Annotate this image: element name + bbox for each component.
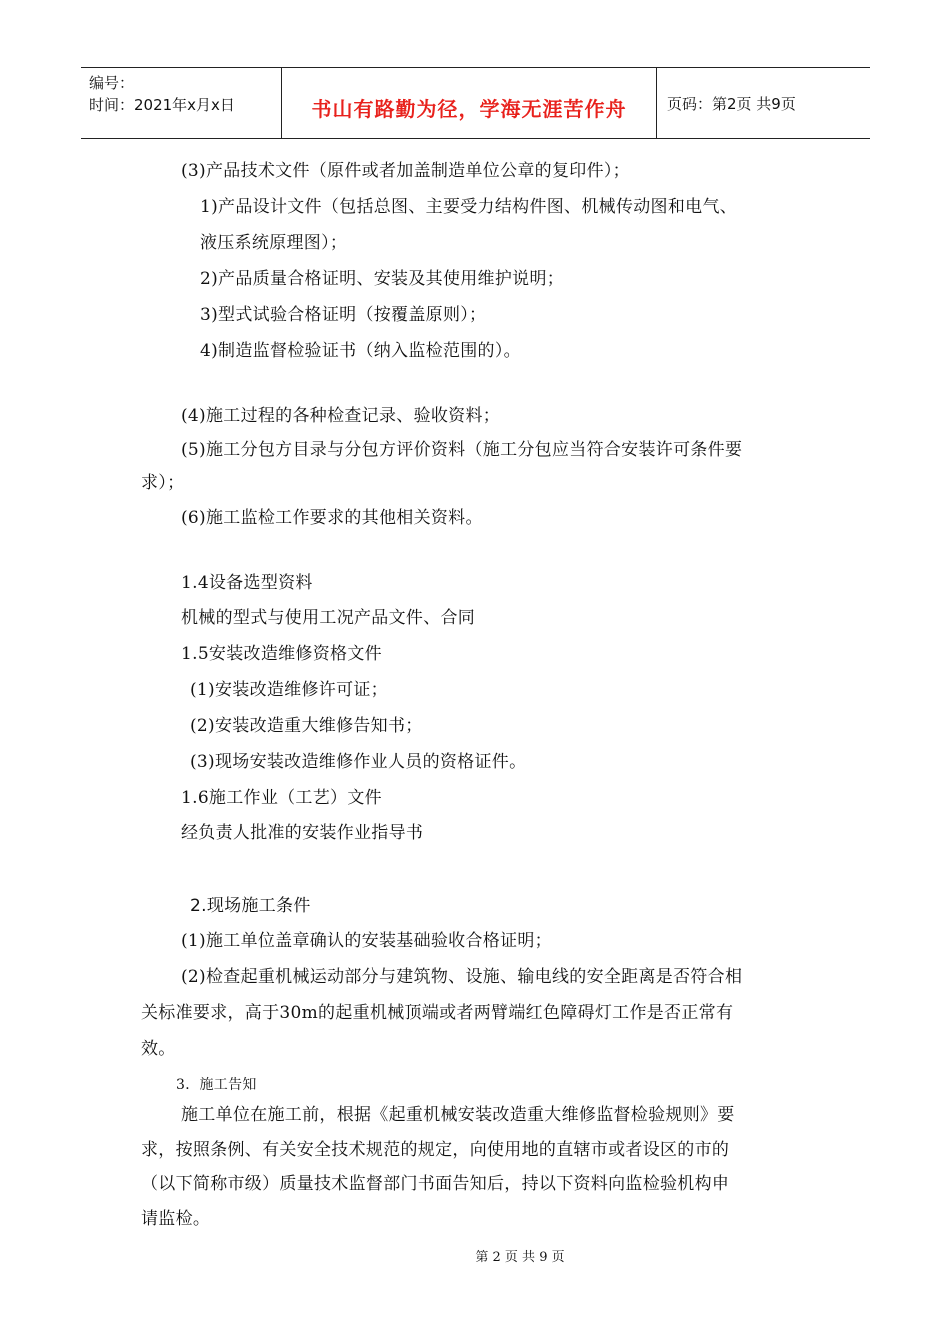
time-label: 时间：2021年x月x日 (89, 96, 235, 114)
paragraph-line: 请监检。 (141, 1209, 211, 1229)
section-heading: 1.5安装改造维修资格文件 (181, 644, 382, 664)
paragraph-line: 3)型式试验合格证明（按覆盖原则）； (200, 305, 487, 325)
paragraph-line: 4)制造监督检验证书（纳入监检范围的）。 (200, 341, 521, 361)
motto-text: 书山有路勤为径，学海无涯苦作舟 (311, 96, 627, 121)
paragraph-line: 机械的型式与使用工况产品文件、合同 (181, 608, 476, 628)
page-label: 页码：第2页 共9页 (667, 94, 796, 113)
paragraph-line: (3)现场安装改造维修作业人员的资格证件。 (190, 752, 527, 772)
paragraph-line: (1)施工单位盖章确认的安装基础验收合格证明； (181, 931, 552, 951)
header-page-cell (657, 68, 870, 138)
paragraph-line: 液压系统原理图）； (200, 233, 348, 253)
header-motto-cell (281, 68, 657, 138)
section-heading: 2.现场施工条件 (190, 896, 311, 916)
paragraph-line: 施工单位在施工前，根据《起重机械安装改造重大维修监督检验规则》要 (181, 1105, 735, 1125)
paragraph-line: 关标准要求，高于30m的起重机械顶端或者两臂端红色障碍灯工作是否正常有 (141, 1003, 734, 1023)
paragraph-line: (1)安装改造维修许可证； (190, 680, 388, 700)
document-header (81, 67, 870, 139)
paragraph-line: (2)检查起重机械运动部分与建筑物、设施、输电线的安全距离是否符合相 (181, 967, 743, 987)
section-heading: 1.4设备选型资料 (181, 573, 313, 593)
header-meta (81, 68, 281, 138)
paragraph-line: （以下简称市级）质量技术监督部门书面告知后，持以下资料向监检验机构申 (141, 1174, 730, 1194)
paragraph-line: 求）； (141, 473, 185, 493)
paragraph-line: (5)施工分包方目录与分包方评价资料（施工分包应当符合安装许可条件要 (181, 440, 743, 460)
paragraph-line: (3)产品技术文件（原件或者加盖制造单位公章的复印件）； (181, 161, 630, 181)
paragraph-line: (2)安装改造重大维修告知书； (190, 716, 423, 736)
paragraph-line: 效。 (141, 1039, 176, 1059)
number-label: 编号： (89, 74, 135, 92)
page-footer: 第 2 页 共 9 页 (475, 1250, 565, 1265)
paragraph-line: 求，按照条例、有关安全技术规范的规定，向使用地的直辖市或者设区的市的 (141, 1140, 730, 1160)
section-heading: 3．施工告知 (176, 1077, 257, 1093)
paragraph-line: (6)施工监检工作要求的其他相关资料。 (181, 508, 483, 528)
paragraph-line: 2)产品质量合格证明、安装及其使用维护说明； (200, 269, 565, 289)
paragraph-line: 1)产品设计文件（包括总图、主要受力结构件图、机械传动图和电气、 (200, 197, 738, 217)
paragraph-line: 经负责人批准的安装作业指导书 (181, 823, 424, 843)
section-heading: 1.6施工作业（工艺）文件 (181, 788, 382, 808)
paragraph-line: (4)施工过程的各种检查记录、验收资料； (181, 406, 501, 426)
